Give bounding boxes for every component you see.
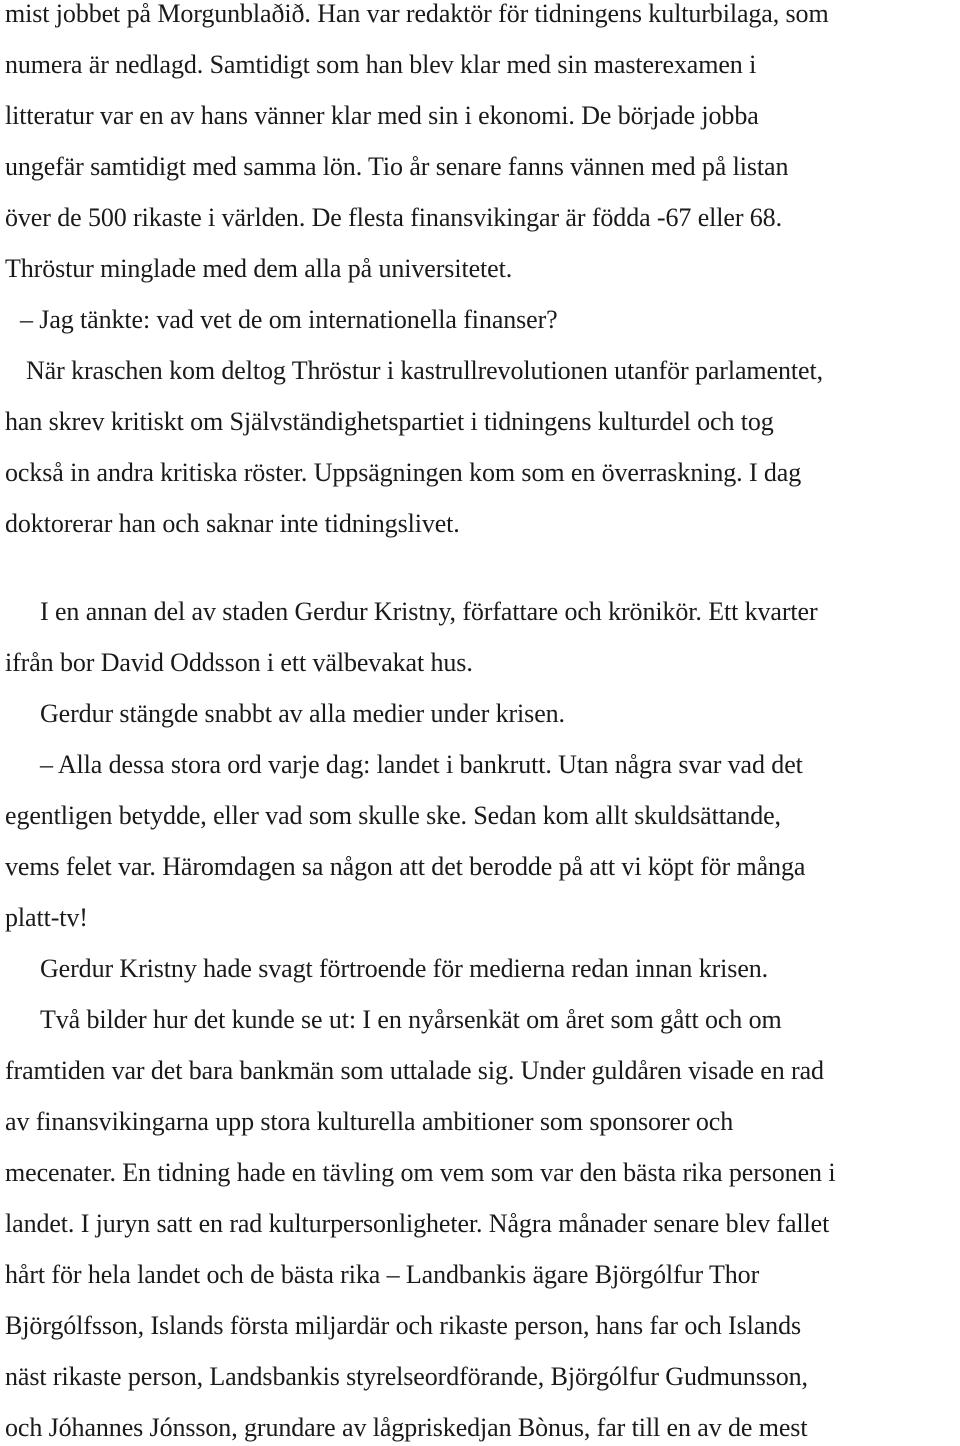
- paragraph-start: Gerdur stängde snabbt av alla medier under krisen.: [40, 699, 565, 728]
- text-line: ungefär samtidigt med samma lön. Tio år senare fanns vännen med på listan: [5, 152, 789, 181]
- paragraph-start: När kraschen kom deltog Thröstur i kastrullrevolutionen utanför parlamentet,: [26, 356, 823, 385]
- paragraph-start: Gerdur Kristny hade svagt förtroende för medierna redan innan krisen.: [40, 954, 769, 983]
- quote-line: – Alla dessa stora ord varje dag: landet i bankrutt. Utan några svar vad det: [40, 750, 803, 779]
- text-line: mecenater. En tidning hade en tävling om vem som var den bästa rika personen i: [5, 1158, 836, 1187]
- text-line: Thröstur minglade med dem alla på universitetet.: [5, 254, 513, 283]
- text-line: platt-tv!: [5, 903, 88, 932]
- text-line: numera är nedlagd. Samtidigt som han blev klar med sin masterexamen i: [5, 50, 757, 79]
- text-line: hårt för hela landet och de bästa rika – Landbankis ägare Björgólfur Thor: [5, 1260, 760, 1289]
- text-line: doktorerar han och saknar inte tidningslivet.: [5, 509, 460, 538]
- quote-line: – Jag tänkte: vad vet de om internationella finanser?: [20, 305, 558, 334]
- text-line: vems felet var. Häromdagen sa någon att det berodde på att vi köpt för många: [5, 852, 806, 881]
- text-line: framtiden var det bara bankmän som uttalade sig. Under guldåren visade en rad: [5, 1056, 824, 1085]
- text-line: näst rikaste person, Landsbankis styrelseordförande, Björgólfur Gudmunsson,: [5, 1362, 808, 1391]
- text-line: ifrån bor David Oddsson i ett välbevakat hus.: [5, 648, 473, 677]
- text-line: Björgólfsson, Islands första miljardär och rikaste person, hans far och Islands: [5, 1311, 801, 1340]
- text-line: mist jobbet på Morgunblaðið. Han var redaktör för tidningens kulturbilaga, som: [5, 0, 829, 28]
- text-line: och Jóhannes Jónsson, grundare av lågpriskedjan Bònus, far till en av de mest: [5, 1413, 808, 1442]
- text-line: han skrev kritiskt om Självständighetspartiet i tidningens kulturdel och tog: [5, 407, 774, 436]
- text-line: över de 500 rikaste i världen. De flesta finansvikingar är födda -67 eller 68.: [5, 203, 782, 232]
- text-line: litteratur var en av hans vänner klar med sin i ekonomi. De började jobba: [5, 101, 759, 130]
- paragraph-start: Två bilder hur det kunde se ut: I en nyårsenkät om året som gått och om: [40, 1005, 782, 1034]
- text-line: landet. I juryn satt en rad kulturpersonligheter. Några månader senare blev fallet: [5, 1209, 830, 1238]
- text-line: av finansvikingarna upp stora kulturella ambitioner som sponsorer och: [5, 1107, 734, 1136]
- text-line: också in andra kritiska röster. Uppsägningen kom som en överraskning. I dag: [5, 458, 802, 487]
- paragraph-start: I en annan del av staden Gerdur Kristny, författare och krönikör. Ett kvarter: [40, 597, 818, 626]
- text-line: egentligen betydde, eller vad som skulle ske. Sedan kom allt skuldsättande,: [5, 801, 781, 830]
